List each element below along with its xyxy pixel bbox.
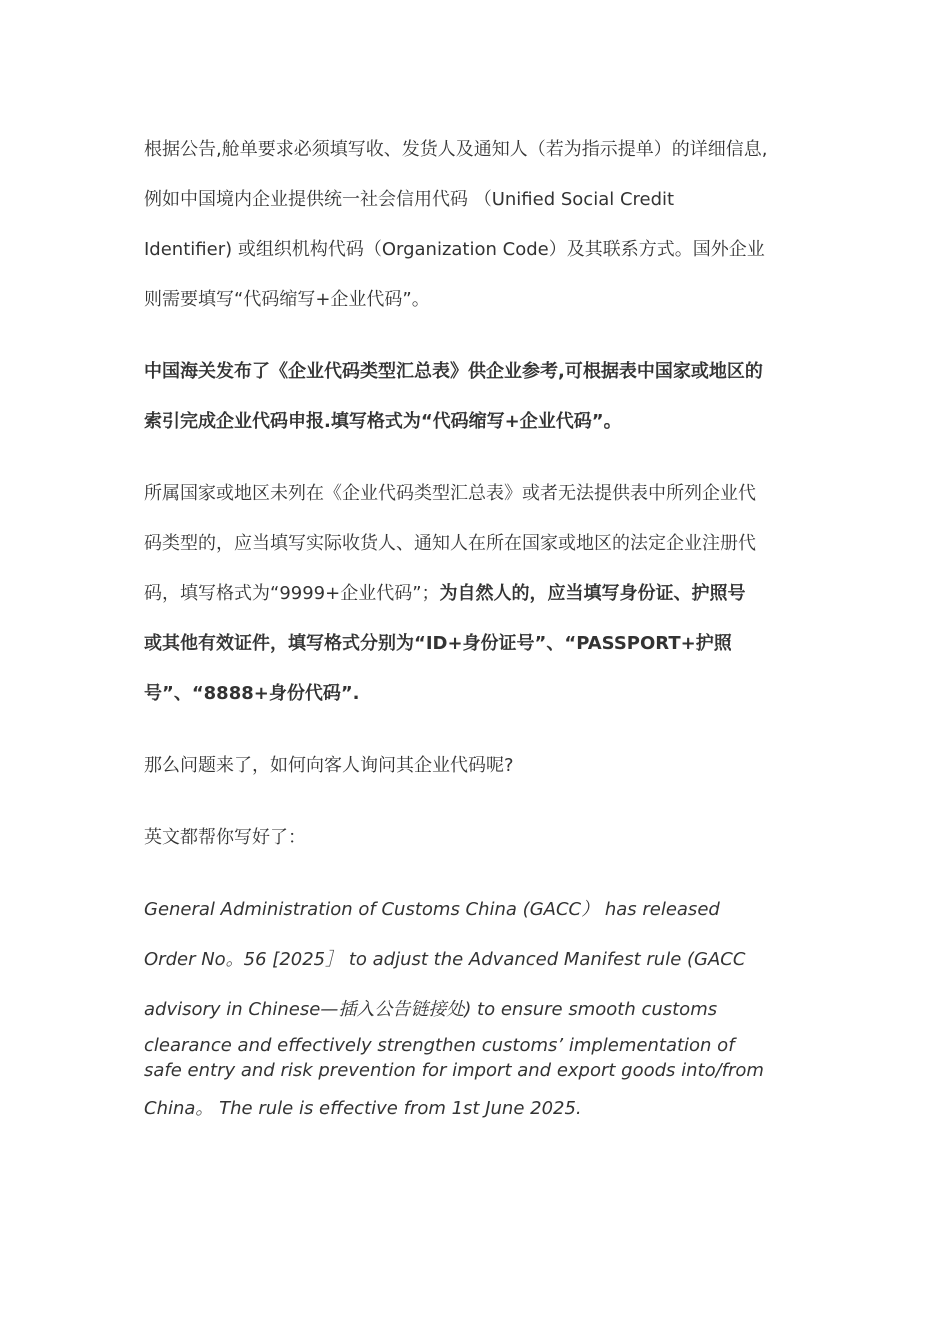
paragraph-3-line-3-normal: 码，填写格式为“9999+企业代码”； [144, 583, 440, 604]
paragraph-1-line-1: 根据公告,舱单要求必须填写收、发货人及通知人（若为指示提单）的详细信息, [144, 139, 768, 160]
paragraph-6-line-3: advisory in Chinese—插入公告链接处) to ensure smooth customs [144, 999, 718, 1020]
paragraph-3-line-1: 所属国家或地区未列在《企业代码类型汇总表》或者无法提供表中所列企业代 [144, 483, 756, 504]
paragraph-1-line-3: Identifier) 或组织机构代码（Organization Code）及其联系方式。国外企业 [144, 239, 765, 260]
paragraph-3-line-3-bold: 为自然人的，应当填写身份证、护照号 [439, 583, 746, 604]
paragraph-3-line-2: 码类型的，应当填写实际收货人、通知人在所在国家或地区的法定企业注册代 [144, 533, 756, 554]
paragraph-6-line-1: General Administration of Customs China (GACC） has released [144, 899, 720, 920]
paragraph-2-line-2: 索引完成企业代码申报.填写格式为“代码缩写+企业代码”。 [144, 411, 622, 432]
paragraph-1-line-4: 则需要填写“代码缩写+企业代码”。 [144, 289, 430, 310]
paragraph-3-line-5: 号”、“8888+身份代码”. [144, 683, 360, 704]
paragraph-6-line-4: clearance and effectively strengthen customs’ implementation of [144, 1035, 735, 1056]
paragraph-6-line-5: safe entry and risk prevention for import and export goods into/from [144, 1060, 764, 1081]
paragraph-6-line-6: China。 The rule is effective from 1st June 2025. [144, 1098, 582, 1119]
paragraph-2-line-1: 中国海关发布了《企业代码类型汇总表》供企业参考,可根据表中国家或地区的 [144, 361, 763, 382]
paragraph-4-line-1: 那么问题来了，如何向客人询问其企业代码呢? [144, 755, 514, 776]
paragraph-1-line-2: 例如中国境内企业提供统一社会信用代码 （Unified Social Credit [144, 189, 675, 210]
paragraph-5-line-1: 英文都帮你写好了： [144, 827, 306, 848]
paragraph-3-line-4: 或其他有效证件，填写格式分别为“ID+身份证号”、“PASSPORT+护照 [144, 633, 732, 654]
paragraph-6-line-2: Order No。56 [2025］ to adjust the Advanced Manifest rule (GACC [144, 949, 746, 970]
paragraph-3-line-3 [144, 582, 746, 606]
